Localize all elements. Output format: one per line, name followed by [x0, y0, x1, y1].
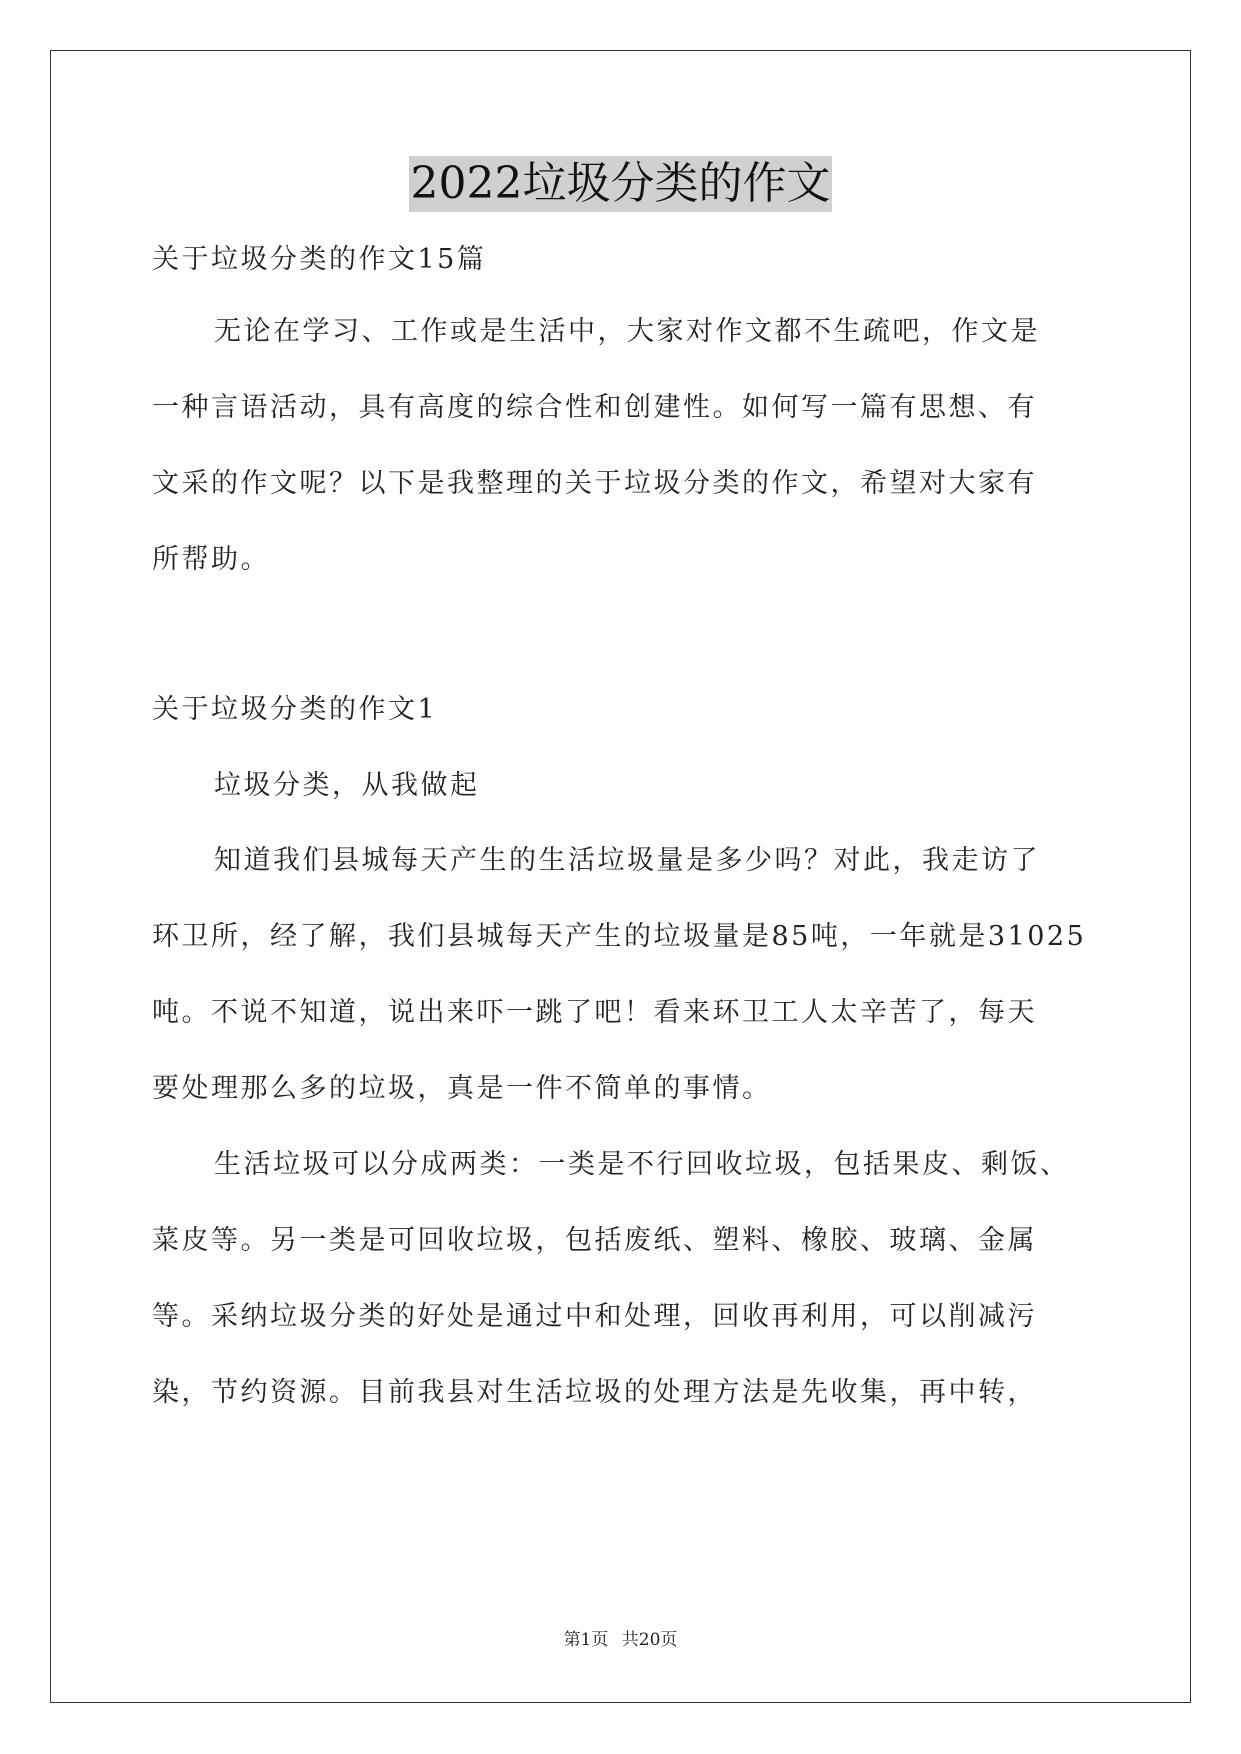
paragraph-line: 文采的作文呢？以下是我整理的关于垃圾分类的作文，希望对大家有: [152, 468, 1037, 499]
paragraph-line: 吨。不说不知道，说出来吓一跳了吧！看来环卫工人太辛苦了，每天: [152, 997, 1037, 1028]
paragraph-line: 所帮助。: [152, 544, 270, 575]
paragraph-line: 等。采纳垃圾分类的好处是通过中和处理，回收再利用，可以削减污: [152, 1301, 1037, 1332]
subtitle-line: 关于垃圾分类的作文15篇: [152, 244, 487, 275]
paragraph-line: 菜皮等。另一类是可回收垃圾，包括废纸、塑料、橡胶、玻璃、金属: [152, 1225, 1037, 1256]
page-number: 第1页: [563, 1630, 609, 1650]
paragraph-line: 无论在学习、工作或是生活中，大家对作文都不生疏吧，作文是: [214, 316, 1040, 347]
paragraph-line: 知道我们县城每天产生的生活垃圾量是多少吗？对此，我走访了: [214, 845, 1040, 876]
paragraph-line: 生活垃圾可以分成两类：一类是不行回收垃圾，包括果皮、剩饭、: [214, 1149, 1070, 1180]
paragraph-line: 环卫所，经了解，我们县城每天产生的垃圾量是85吨，一年就是31025: [152, 921, 1087, 952]
document-title-block: [0, 156, 1241, 212]
essay-subtitle: 垃圾分类，从我做起: [214, 770, 480, 801]
page-total: 共20页: [621, 1630, 678, 1650]
document-title: 2022垃圾分类的作文: [409, 156, 833, 212]
paragraph-line: 要处理那么多的垃圾，真是一件不简单的事情。: [152, 1073, 772, 1104]
paragraph-line: 染，节约资源。目前我县对生活垃圾的处理方法是先收集，再中转，: [152, 1377, 1037, 1408]
section-heading: 关于垃圾分类的作文1: [152, 694, 438, 725]
page-footer: [0, 1625, 1241, 1650]
paragraph-line: 一种言语活动，具有高度的综合性和创建性。如何写一篇有思想、有: [152, 392, 1037, 423]
